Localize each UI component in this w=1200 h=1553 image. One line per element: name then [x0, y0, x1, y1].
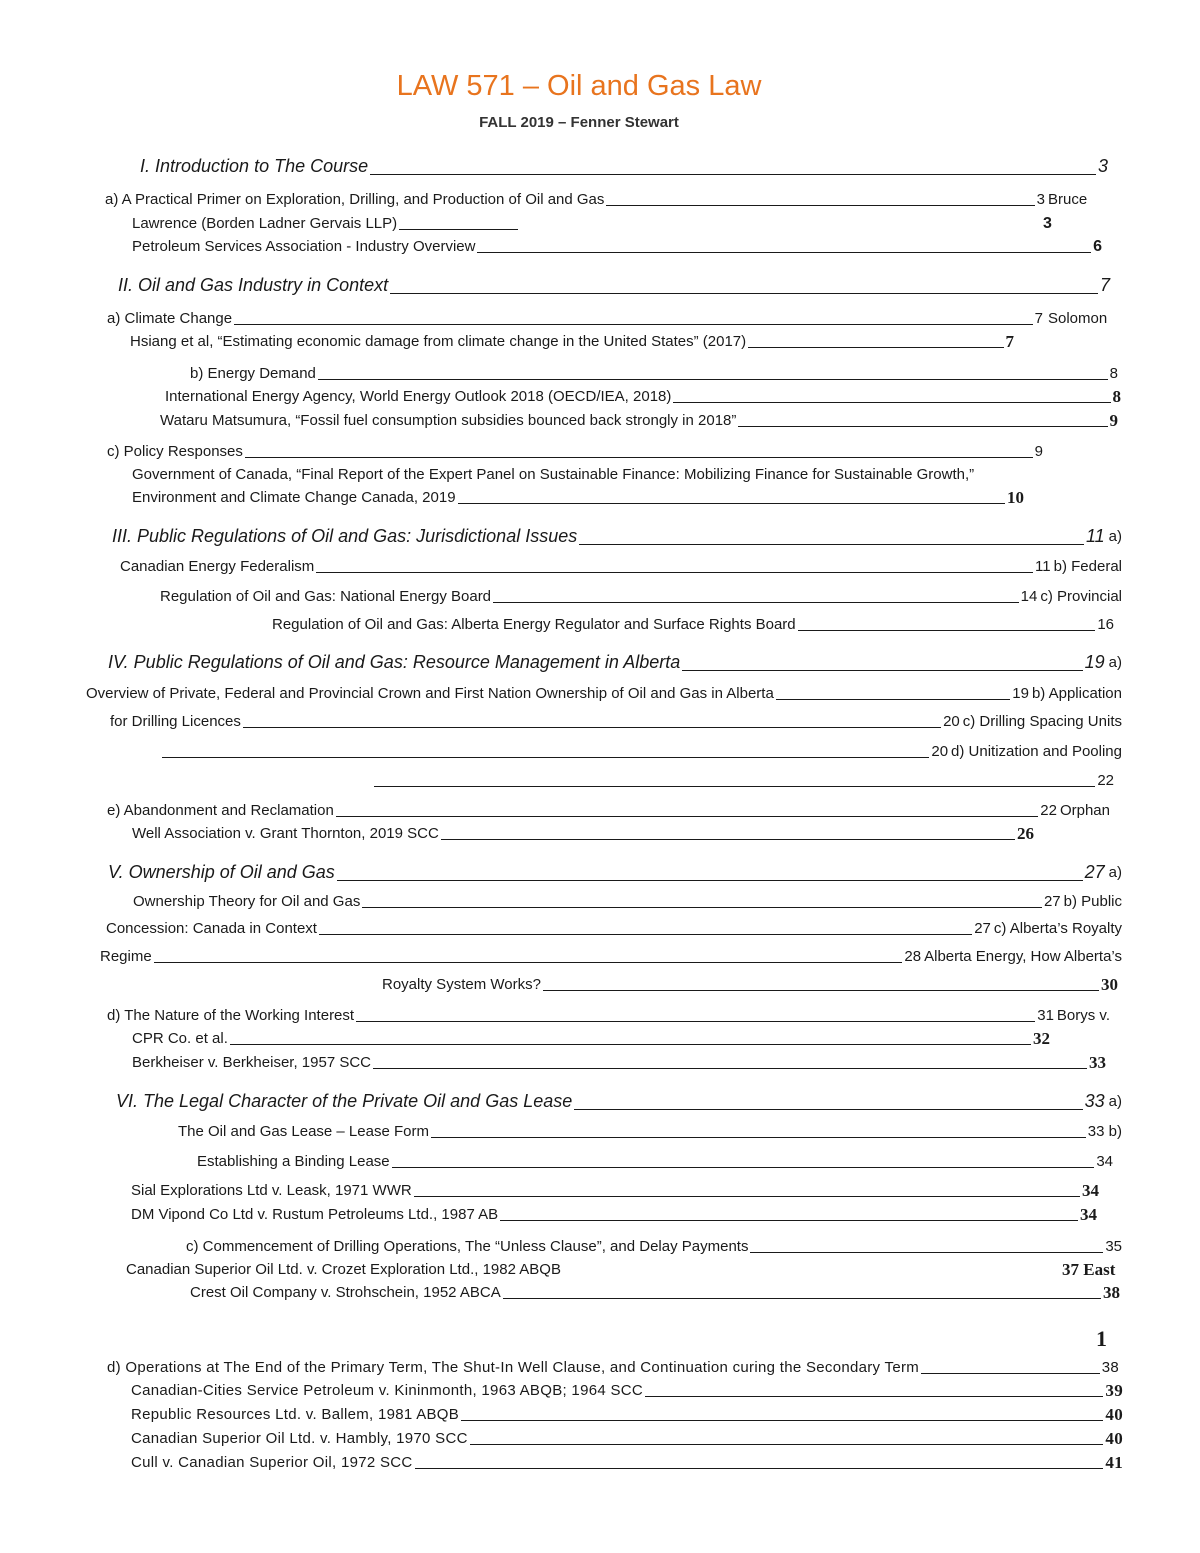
toc-label: I. Introduction to The Course [140, 156, 369, 176]
toc-entry-5d: d) The Nature of the Working Interest 31 Borys v. [107, 1007, 1110, 1024]
toc-entry-2a-r1: Hsiang et al, “Estimating economic damage from climate change in the United States” (2017) 7 [130, 332, 1014, 351]
toc-section-3: III. Public Regulations of Oil and Gas: Jurisdictional Issues 11 a) [112, 526, 1122, 546]
toc-entry-3b: Regulation of Oil and Gas: National Energy Board 14 c) Provincial [160, 588, 1122, 605]
toc-entry-6d-r3: Canadian Superior Oil Ltd. v. Hambly, 1970 SCC 40 [131, 1429, 1123, 1448]
toc-entry-4b: for Drilling Licences 20 c) Drilling Spacing Units [110, 713, 1122, 730]
toc-entry-1a-r2: Petroleum Services Association - Industry Overview 6 [132, 238, 1102, 255]
toc-entry-2a-tail: Solomon [1048, 310, 1108, 327]
toc-entry-1a-r1: Lawrence (Borden Ladner Gervais LLP) [132, 213, 520, 233]
toc-entry-6d-r2: Republic Resources Ltd. v. Ballem, 1981 ABQB 40 [131, 1405, 1123, 1424]
toc-entry-4a: Overview of Private, Federal and Provincial Crown and First Nation Ownership of Oil and Gas in Alberta 19 b) Application [86, 685, 1122, 702]
toc-entry-4d: 22 [372, 770, 1114, 790]
toc-entry-6b: Establishing a Binding Lease 34 [197, 1153, 1113, 1170]
toc-entry-5c: Regime 28 Alberta Energy, How Alberta’s [100, 948, 1122, 965]
toc-entry-6d-r4: Cull v. Canadian Superior Oil, 1972 SCC 41 [131, 1453, 1123, 1472]
toc-entry-5a: Ownership Theory for Oil and Gas 27 b) Public [133, 893, 1122, 910]
toc-entry-6d-r1: Canadian-Cities Service Petroleum v. Kininmonth, 1963 ABQB; 1964 SCC 39 [131, 1381, 1123, 1400]
toc-entry-2b-r2: Wataru Matsumura, “Fossil fuel consumption subsidies bounced back strongly in 2018” 9 [160, 411, 1118, 430]
toc-entry-6c-r2: Crest Oil Company v. Strohschein, 1952 ABCA 38 [190, 1283, 1120, 1302]
toc-entry-2b: b) Energy Demand 8 [190, 365, 1118, 382]
toc-entry-6a: The Oil and Gas Lease – Lease Form 33 b) [178, 1123, 1122, 1140]
toc-entry-1a-tail: Bruce [1048, 191, 1088, 208]
document-subtitle: FALL 2019 – Fenner Stewart [479, 114, 679, 131]
toc-entry-6b-r2: DM Vipond Co Ltd v. Rustum Petroleums Ltd., 1987 AB 34 [131, 1205, 1097, 1224]
toc-entry-4e-r1: Well Association v. Grant Thornton, 2019 SCC 26 [132, 824, 1034, 843]
toc-entry-2c-r2: Environment and Climate Change Canada, 2019 10 [132, 488, 1024, 507]
toc-entry-4c: 20 d) Unitization and Pooling [160, 741, 1122, 761]
toc-entry-2a: a) Climate Change 7 [107, 310, 1043, 327]
toc-section-4: IV. Public Regulations of Oil and Gas: Resource Management in Alberta 19 a) [108, 652, 1122, 672]
toc-entry-5d-r1: CPR Co. et al. 32 [132, 1029, 1050, 1048]
toc-entry-3c: Regulation of Oil and Gas: Alberta Energy Regulator and Surface Rights Board 16 [272, 616, 1114, 633]
toc-section-2: II. Oil and Gas Industry in Context 7 [118, 275, 1110, 295]
toc-section-5: V. Ownership of Oil and Gas 27 a) [108, 862, 1122, 882]
toc-entry-2c: c) Policy Responses 9 [107, 443, 1043, 460]
toc-entry-6b-r1: Sial Explorations Ltd v. Leask, 1971 WWR 34 [131, 1181, 1099, 1200]
toc-entry-4e: e) Abandonment and Reclamation 22 Orphan [107, 802, 1110, 819]
toc-page: 3 [1097, 156, 1108, 176]
toc-entry-1a-r1-page: 3 [1043, 215, 1052, 232]
page-number: 1 [1096, 1326, 1107, 1351]
toc-entry-5b: Concession: Canada in Context 27 c) Alberta’s Royalty [106, 920, 1122, 937]
toc-entry-5c-r1: Royalty System Works? 30 [382, 975, 1118, 994]
toc-section-6: VI. The Legal Character of the Private Oil and Gas Lease 33 a) [116, 1091, 1122, 1111]
toc-entry-2c-r1: Government of Canada, “Final Report of the Expert Panel on Sustainable Finance: Mobilizing Finance for Sustainable Growth,” [132, 466, 975, 483]
toc-entry-3a: Canadian Energy Federalism 11 b) Federal [120, 558, 1122, 575]
toc-entry-5d-r2: Berkheiser v. Berkheiser, 1957 SCC 33 [132, 1053, 1106, 1072]
document-title: LAW 571 – Oil and Gas Law [396, 70, 762, 102]
toc-entry-6d: d) Operations at The End of the Primary Term, The Shut-In Well Clause, and Continuation curing the Secondary Term 38 [107, 1359, 1119, 1376]
toc-entry-6c: c) Commencement of Drilling Operations, The “Unless Clause”, and Delay Payments 35 [186, 1238, 1122, 1255]
toc-entry-2b-r1: International Energy Agency, World Energy Outlook 2018 (OECD/IEA, 2018) 8 [165, 387, 1121, 406]
toc-section-1 [140, 154, 1108, 178]
toc-entry-6c-r1: Canadian Superior Oil Ltd. v. Crozet Exploration Ltd., 1982 ABQB [126, 1261, 561, 1278]
toc-entry-1a: a) A Practical Primer on Exploration, Drilling, and Production of Oil and Gas 3 [105, 191, 1045, 208]
toc-entry-6c-r1-page: 37 East [1062, 1260, 1116, 1279]
